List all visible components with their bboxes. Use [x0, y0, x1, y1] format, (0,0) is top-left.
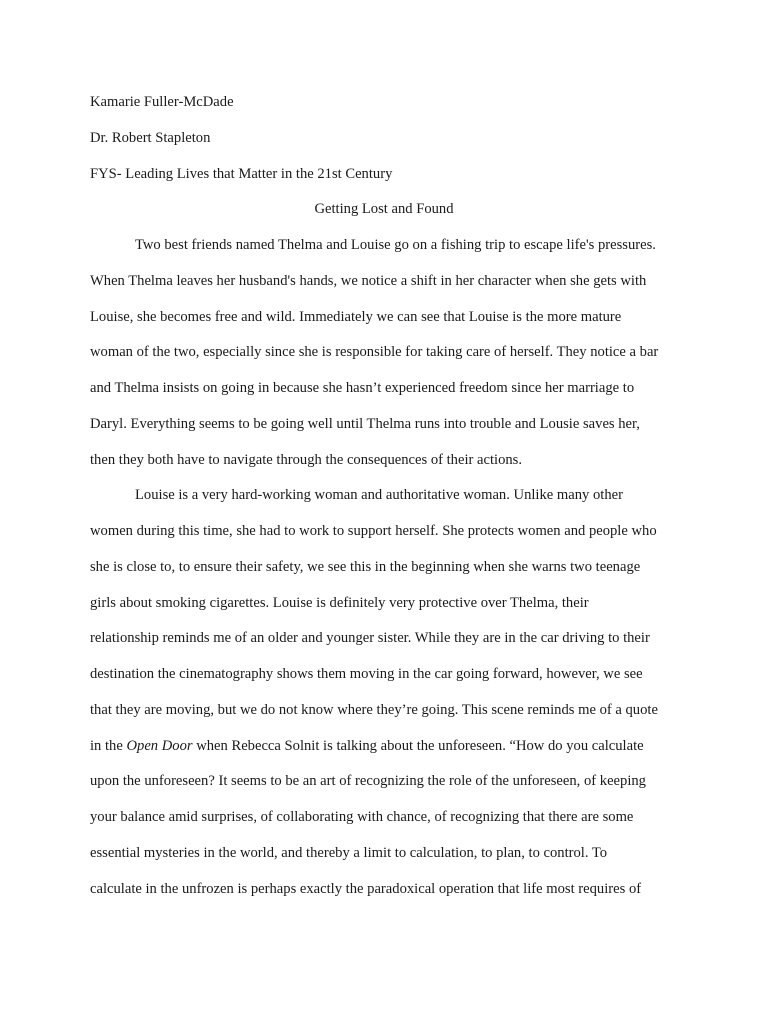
- paragraph-2-line-2: women during this time, she had to work to support herself. She protects women and people who: [90, 523, 657, 539]
- line-text-suffix: when Rebecca Solnit is talking about the unforeseen. “How do you calculate: [192, 738, 644, 754]
- paragraph-2-line-9: upon the unforeseen? It seems to be an art of recognizing the role of the unforeseen, of keeping: [90, 773, 646, 789]
- instructor-name: Dr. Robert Stapleton: [90, 130, 211, 146]
- paragraph-2-line-1: Louise is a very hard-working woman and authoritative woman. Unlike many other: [135, 487, 623, 503]
- paragraph-2-line-11: essential mysteries in the world, and thereby a limit to calculation, to plan, to control. To: [90, 845, 608, 861]
- line-text-prefix: in the: [90, 738, 127, 754]
- paragraph-2-line-7: that they are moving, but we do not know where they’re going. This scene reminds me of a quote: [90, 702, 658, 718]
- author-name: Kamarie Fuller-McDade: [90, 94, 234, 110]
- paragraph-2-line-8: [90, 737, 644, 755]
- paragraph-1-line-6: Daryl. Everything seems to be going well until Thelma runs into trouble and Lousie saves her,: [90, 416, 640, 432]
- paragraph-1-line-4: woman of the two, especially since she is responsible for taking care of herself. They notice a bar: [90, 344, 659, 360]
- paragraph-1-line-3: Louise, she becomes free and wild. Immediately we can see that Louise is the more mature: [90, 309, 622, 325]
- paragraph-2-line-10: your balance amid surprises, of collaborating with chance, of recognizing that there are some: [90, 809, 634, 825]
- paragraph-1-line-5: and Thelma insists on going in because she hasn’t experienced freedom since her marriage to: [90, 380, 635, 396]
- paragraph-1-line-7: then they both have to navigate through the consequences of their actions.: [90, 452, 523, 468]
- paragraph-2-line-6: destination the cinematography shows them moving in the car going forward, however, we see: [90, 666, 643, 682]
- paragraph-2-line-12: calculate in the unfrozen is perhaps exactly the paradoxical operation that life most requires of: [90, 881, 642, 897]
- paragraph-2-line-5: relationship reminds me of an older and younger sister. While they are in the car driving to their: [90, 630, 650, 646]
- essay-title: Getting Lost and Found: [314, 201, 454, 217]
- paragraph-1-line-1: Two best friends named Thelma and Louise go on a fishing trip to escape life's pressures.: [135, 237, 656, 253]
- course-name: FYS- Leading Lives that Matter in the 21st Century: [90, 166, 393, 182]
- paragraph-1-line-2: When Thelma leaves her husband's hands, we notice a shift in her character when she gets with: [90, 273, 647, 289]
- paragraph-2-line-3: she is close to, to ensure their safety, we see this in the beginning when she warns two teenage: [90, 559, 641, 575]
- book-title-open-door: Open Door: [126, 738, 193, 754]
- paragraph-2-line-4: girls about smoking cigarettes. Louise is definitely very protective over Thelma, their: [90, 595, 589, 611]
